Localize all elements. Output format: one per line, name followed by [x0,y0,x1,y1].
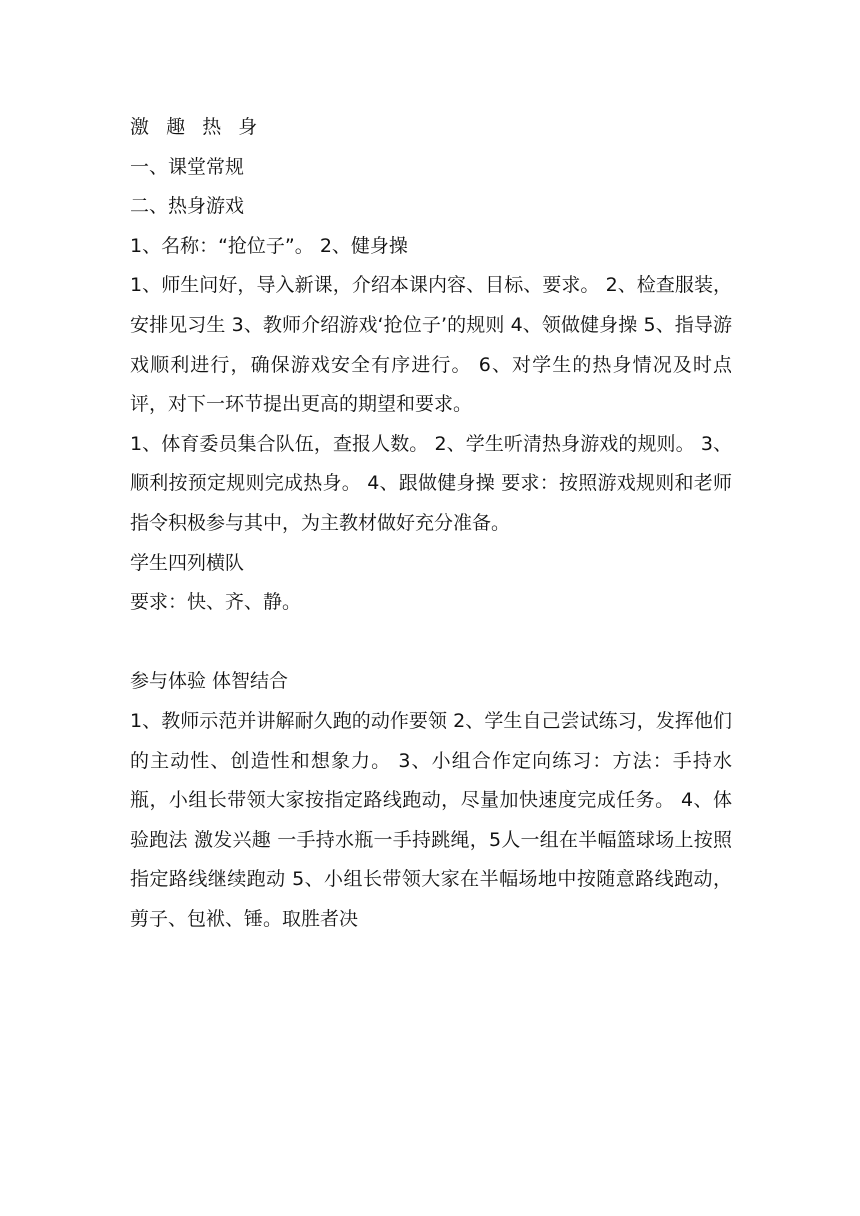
section-spacer [130,623,732,663]
teacher-activity-paragraph: 1、师生问好，导入新课，介绍本课内容、目标、要求。 2、检查服装，安排见习生 3、教师介绍游戏‘抢位子’的规则 4、领做健身操 5、指导游戏顺利进行，确保游戏安全有序进行。 6、对学生的热身情况及时点评，对下一环节提出更高的期望和要求。 [130,274,732,416]
experience-paragraph: 1、教师示范并讲解耐久跑的动作要领 2、学生自己尝试练习，发挥他们的主动性、创造性和想象力。 3、小组合作定向练习：方法：手持水瓶，小组长带领大家按指定路线跑动，尽量加快速度完成任务。 4、体验跑法 激发兴趣 一手持水瓶一手持跳绳，5人一组在半幅篮球场上按照指定路线继续跑动 5、小组长带领大家在半幅场地中按随意路线跑动，剪子、包袱、锤。取胜者决 [130,709,732,930]
document-page [130,108,732,939]
item-game-name: 1、名称：“抢位子”。 2、健身操 [130,234,408,257]
section-title-warmup: 激趣热身 [130,116,275,138]
student-activity-paragraph: 1、体育委员集合队伍，查报人数。 2、学生听清热身游戏的规则。 3、顺利按预定规则完成热身。 4、跟做健身操 要求：按照游戏规则和老师指令积极参与其中，为主教材做好充分准备。 [130,432,732,534]
section-title-experience: 参与体验 体智结合 [130,670,289,693]
item-class-routine: 一、课堂常规 [130,155,245,178]
requirement-line: 要求：快、齐、静。 [130,591,302,614]
formation-line: 学生四列横队 [130,551,245,574]
item-warmup-game: 二、热身游戏 [130,195,245,218]
